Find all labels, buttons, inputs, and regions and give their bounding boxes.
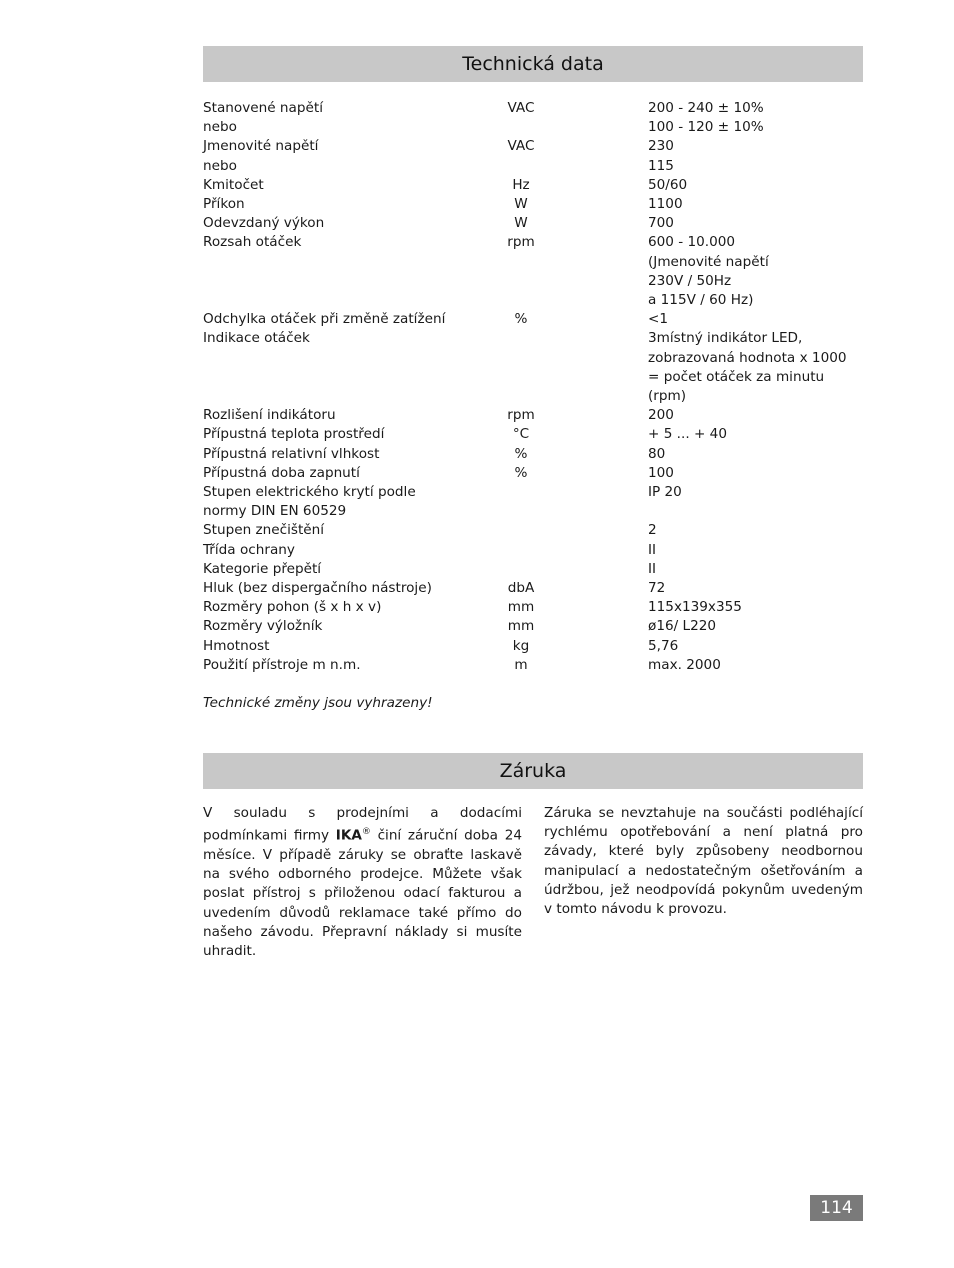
spec-unit: % xyxy=(514,464,528,481)
spec-value: 100 - 120 ± 10% xyxy=(648,119,764,136)
spec-label: Rozměry výložník xyxy=(203,618,323,635)
spec-unit xyxy=(495,272,547,291)
spec-row xyxy=(203,425,863,444)
spec-value: 1100 xyxy=(648,196,683,213)
spec-unit: dbA xyxy=(507,580,535,597)
spec-label: Použití přístroje m n.m. xyxy=(203,656,361,673)
spec-unit: VAC xyxy=(507,138,535,155)
spec-row xyxy=(203,137,863,156)
technical-changes-note: Technické změny jsou vyhrazeny! xyxy=(203,695,433,711)
spec-value: 2 xyxy=(648,522,657,539)
spec-label: nebo xyxy=(203,157,237,174)
warranty-text-right: Záruka se nevztahuje na součásti podléhající rychlému opotřebování a není platná pro závady, které byly způsobeny neodbornou manipulací a nedostatečným ošetřováním a údržbou, jež neodpovídá pokynům uvedeným v tomto návodu k provozu. xyxy=(544,805,863,918)
spec-row xyxy=(203,637,863,656)
spec-unit xyxy=(495,483,547,502)
spec-unit xyxy=(495,560,547,579)
warranty-text-left xyxy=(203,804,522,961)
spec-value: II xyxy=(648,541,657,558)
spec-value: 5,76 xyxy=(648,637,679,654)
spec-row xyxy=(203,368,863,406)
spec-value: = počet otáček za minutu (rpm) xyxy=(648,368,825,405)
spec-label: Stupen elektrického krytí podle xyxy=(203,484,416,501)
spec-label: nebo xyxy=(203,119,237,136)
spec-row xyxy=(203,329,863,348)
spec-unit: rpm xyxy=(507,407,535,424)
spec-value: 72 xyxy=(648,580,666,597)
spec-unit xyxy=(495,368,547,406)
spec-value: zobrazovaná hodnota x 1000 xyxy=(648,349,847,366)
spec-label: Kmitočet xyxy=(203,176,264,193)
spec-row xyxy=(203,521,863,540)
spec-row xyxy=(203,349,863,368)
warranty-header xyxy=(203,753,863,789)
spec-value: 600 - 10.000 xyxy=(648,234,736,251)
spec-row xyxy=(203,617,863,636)
spec-value: 3místný indikátor LED, xyxy=(648,330,803,347)
spec-label xyxy=(203,253,495,272)
spec-row xyxy=(203,464,863,483)
spec-label: Indikace otáček xyxy=(203,330,310,347)
spec-unit: W xyxy=(514,196,528,213)
spec-unit: °C xyxy=(512,426,530,443)
spec-value: max. 2000 xyxy=(648,656,721,673)
spec-label xyxy=(203,291,495,310)
spec-label xyxy=(203,349,495,368)
spec-unit: kg xyxy=(512,637,530,654)
registered-mark: ® xyxy=(361,827,371,838)
technical-data-header xyxy=(203,46,863,82)
spec-label: Stanovené napětí xyxy=(203,100,323,116)
spec-unit xyxy=(495,253,547,272)
spec-row xyxy=(203,656,863,675)
spec-label: Hmotnost xyxy=(203,637,270,654)
spec-label: Rozměry pohon (š x h x v) xyxy=(203,599,382,616)
spec-unit: rpm xyxy=(507,234,535,251)
spec-label: normy DIN EN 60529 xyxy=(203,503,347,520)
spec-row xyxy=(203,272,863,291)
spec-value: (Jmenovité napětí xyxy=(648,253,769,270)
spec-unit xyxy=(495,329,547,348)
spec-row xyxy=(203,157,863,176)
spec-row xyxy=(203,176,863,195)
spec-row xyxy=(203,233,863,252)
spec-value: 700 xyxy=(648,215,674,232)
spec-label: Přípustná relativní vlhkost xyxy=(203,445,380,462)
spec-label: Rozlišení indikátoru xyxy=(203,407,336,424)
spec-label: Rozsah otáček xyxy=(203,234,302,251)
spec-value: 230V / 50Hz xyxy=(648,272,732,289)
spec-value: 200 - 240 ± 10% xyxy=(648,100,764,116)
spec-unit: mm xyxy=(507,599,535,616)
spec-row xyxy=(203,579,863,598)
spec-row xyxy=(203,598,863,617)
spec-unit: VAC xyxy=(507,100,535,116)
spec-label: Přípustná teplota prostředí xyxy=(203,426,385,443)
spec-value: II xyxy=(648,560,657,577)
spec-row xyxy=(203,253,863,272)
spec-unit xyxy=(495,541,547,560)
spec-label xyxy=(203,368,495,406)
spec-value: 115 xyxy=(648,157,674,174)
spec-value: 230 xyxy=(648,138,674,155)
spec-row xyxy=(203,541,863,560)
spec-value: 100 xyxy=(648,464,674,481)
spec-row xyxy=(203,195,863,214)
specifications-table xyxy=(203,99,863,675)
technical-data-title: Technická data xyxy=(462,53,604,75)
spec-unit: m xyxy=(514,656,528,673)
spec-unit xyxy=(495,118,547,137)
spec-value: ø16/ L220 xyxy=(648,618,717,635)
warranty-text-part: V souladu s prodejními a dodacími podmínkami firmy xyxy=(203,805,522,844)
spec-label: Jmenovité napětí xyxy=(203,138,319,155)
spec-value: <1 xyxy=(648,311,669,328)
spec-unit: mm xyxy=(507,618,535,635)
spec-row xyxy=(203,310,863,329)
spec-value: a 115V / 60 Hz) xyxy=(648,292,754,309)
spec-label: Kategorie přepětí xyxy=(203,560,322,577)
spec-unit xyxy=(495,521,547,540)
spec-unit xyxy=(495,291,547,310)
spec-row xyxy=(203,483,863,502)
spec-label: Stupen znečištění xyxy=(203,522,325,539)
spec-value: 80 xyxy=(648,445,666,462)
spec-value: IP 20 xyxy=(648,484,682,501)
spec-row xyxy=(203,502,863,521)
spec-row xyxy=(203,560,863,579)
spec-label: Příkon xyxy=(203,196,245,213)
spec-label: Třída ochrany xyxy=(203,541,295,558)
spec-value: 200 xyxy=(648,407,674,424)
brand-name: IKA xyxy=(335,827,362,844)
spec-unit xyxy=(495,502,547,521)
spec-unit: % xyxy=(514,311,528,328)
spec-row xyxy=(203,99,863,118)
spec-row xyxy=(203,214,863,233)
spec-unit xyxy=(495,157,547,176)
spec-row xyxy=(203,118,863,137)
spec-label: Přípustná doba zapnutí xyxy=(203,464,360,481)
page-number: 114 xyxy=(810,1195,863,1221)
spec-value: + 5 ... + 40 xyxy=(648,426,727,443)
spec-label: Odevzdaný výkon xyxy=(203,215,325,232)
spec-label xyxy=(203,272,495,291)
spec-row xyxy=(203,406,863,425)
spec-unit: % xyxy=(514,445,528,462)
spec-value: 115x139x355 xyxy=(648,599,742,616)
spec-unit xyxy=(495,349,547,368)
warranty-title: Záruka xyxy=(499,760,567,782)
warranty-text-part: činí záruční doba 24 měsíce. V případě záruky se obraťte laskavě na svého odborného prodejce. Můžete však poslat přístroj s přiloženou odací fakturou a uvedením důvodů reklamace také přímo do našeho závodu. Přepravní náklady si musíte uhradit. xyxy=(203,827,522,959)
spec-unit: W xyxy=(514,215,528,232)
spec-row xyxy=(203,291,863,310)
spec-label: Hluk (bez dispergačního nástroje) xyxy=(203,580,432,597)
spec-label: Odchylka otáček při změně zatížení xyxy=(203,311,446,328)
spec-unit: Hz xyxy=(512,176,530,193)
spec-row xyxy=(203,445,863,464)
spec-value xyxy=(648,502,863,521)
spec-value: 50/60 xyxy=(648,176,688,193)
